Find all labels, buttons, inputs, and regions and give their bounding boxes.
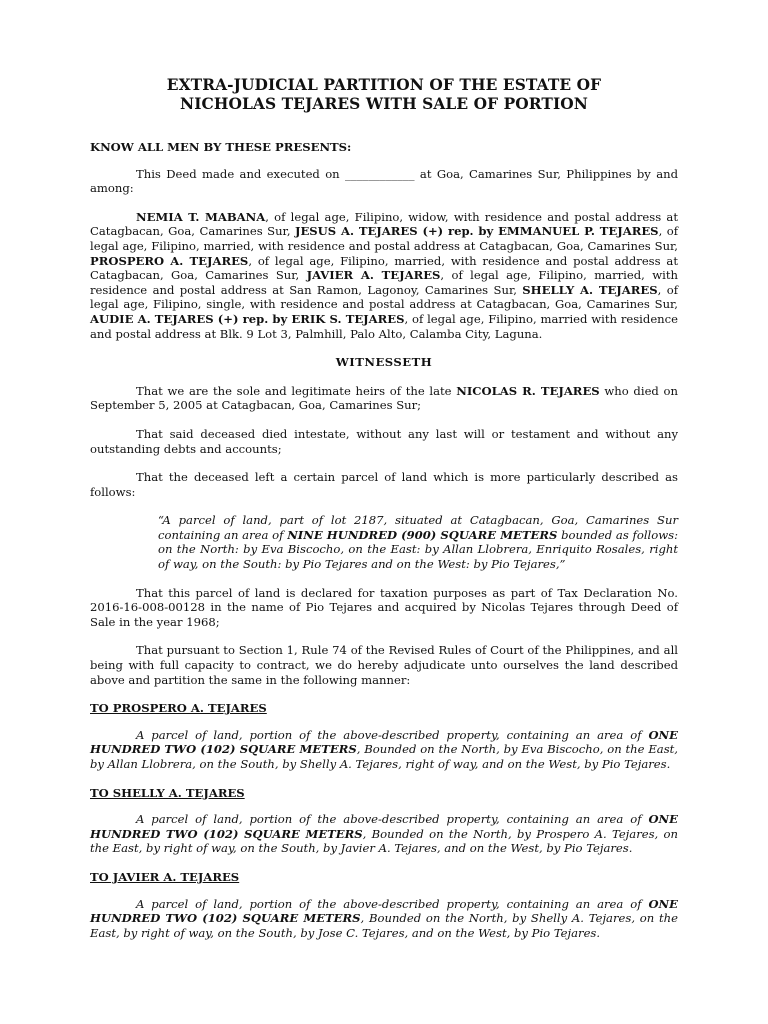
section-text-before: A parcel of land, portion of the above-described property, containing an area of bbox=[136, 812, 649, 827]
section-description-shelly bbox=[90, 812, 678, 856]
section-text-before: A parcel of land, portion of the above-described property, containing an area of bbox=[136, 727, 649, 742]
section-heading-prospero: TO PROSPERO A. TEJARES bbox=[90, 701, 267, 716]
party-text-4: , of legal age, Filipino, married, with residence and postal address at San Ramon, Lagonoy, Camarines Sur, bbox=[90, 268, 678, 297]
deed-date-blank: ____________ bbox=[345, 166, 415, 181]
party-name-6: AUDIE A. TEJARES (+) rep. by ERIK S. TEJARES bbox=[90, 311, 405, 326]
party-text-3: , of legal age, Filipino, married, with residence and postal address at Catagbacan, Goa, Camarines Sur, bbox=[90, 253, 678, 283]
section-text-after: , Bounded on the North, by Prospero A. Tejares, on the East, by right of way, on the South, by Javier A. Tejares, and on the West, by Pio Tejares. bbox=[90, 826, 678, 856]
parcel-description-quote bbox=[158, 513, 678, 571]
party-text-5: , of legal age, Filipino, single, with residence and postal address at Catagbacan, Goa, Camarines Sur, bbox=[90, 282, 678, 312]
party-name-1: NEMIA T. MABANA bbox=[136, 209, 266, 224]
party-name-2: JESUS A. TEJARES (+) rep. by EMMANUEL P. TEJARES bbox=[294, 224, 659, 239]
know-all-men-heading: KNOW ALL MEN BY THESE PRESENTS: bbox=[90, 140, 352, 154]
party-text-6: , of legal age, Filipino, married with residence and postal address at Blk. 9 Lot 3, Palmhill, Palo Alto, Calamba City, Laguna. bbox=[90, 311, 678, 341]
section-area: ONE HUNDRED TWO (102) SQUARE METERS bbox=[90, 812, 678, 841]
intestate-paragraph: That said deceased died intestate, without any last will or testament and without any outstanding debts and accounts; bbox=[90, 426, 678, 456]
section-heading-shelly: TO SHELLY A. TEJARES bbox=[90, 785, 245, 800]
quote-text-before: “A parcel of land, part of lot 2187, situated at Catagbacan, Goa, Camarines Sur containing an area of bbox=[158, 513, 678, 542]
deed-paragraph bbox=[90, 167, 678, 196]
party-text-1: , of legal age, Filipino, widow, with residence and postal address at Catagbacan, Goa, Camarines Sur, bbox=[90, 209, 678, 239]
quote-text-after: bounded as follows: on the North: by Eva Biscocho, on the East: by Allan Llobrera, Enriquito Rosales, right of way, on the South: by Pio Tejares and on the West: by Pio Tejares,” bbox=[158, 527, 678, 572]
quote-area: NINE HUNDRED (900) SQUARE METERS bbox=[287, 527, 558, 542]
deed-text-after: at Goa, Camarines Sur, Philippines by and among: bbox=[90, 166, 678, 196]
section-description-javier bbox=[90, 897, 678, 941]
witnesseth-heading: WITNESSETH bbox=[335, 355, 433, 370]
section-area: ONE HUNDRED TWO (102) SQUARE METERS bbox=[90, 896, 678, 926]
parties-paragraph bbox=[90, 210, 678, 341]
section-heading-javier: TO JAVIER A. TEJARES bbox=[90, 869, 240, 884]
deed-text-before: This Deed made and executed on bbox=[136, 166, 345, 181]
title-line-2: NICHOLAS TEJARES WITH SALE OF PORTION bbox=[180, 95, 588, 113]
heirs-paragraph bbox=[90, 384, 678, 413]
party-text-2: , of legal age, Filipino, married, with residence and postal address at Catagbacan, Goa, Camarines Sur, bbox=[90, 224, 678, 253]
title-line-1: EXTRA-JUDICIAL PARTITION OF THE ESTATE OF bbox=[166, 76, 602, 94]
section-area: ONE HUNDRED TWO (102) SQUARE METERS bbox=[90, 727, 678, 757]
section-text-before: A parcel of land, portion of the above-described property, containing an area of bbox=[136, 896, 649, 911]
tax-declaration-paragraph: That this parcel of land is declared for taxation purposes as part of Tax Declaration No. 2016-16-008-00128 in the name of Pio Tejares and acquired by Nicolas Tejares through Deed of Sale in the year 1968; bbox=[90, 585, 678, 629]
section-text-after: , Bounded on the North, by Shelly A. Tejares, on the East, by right of way, on the South, by Jose C. Tejares, and on the West, by Pio Tejares. bbox=[90, 911, 678, 940]
document-title bbox=[90, 76, 678, 114]
heirs-text-after: who died on September 5, 2005 at Catagbacan, Goa, Camarines Sur; bbox=[90, 383, 678, 413]
parcel-intro-paragraph: That the deceased left a certain parcel of land which is more particularly described as follows: bbox=[90, 470, 678, 499]
heirs-text-before: That we are the sole and legitimate heirs of the late bbox=[136, 383, 457, 398]
party-name-3: PROSPERO A. TEJARES bbox=[90, 253, 249, 268]
pursuant-paragraph: That pursuant to Section 1, Rule 74 of the Revised Rules of Court of the Philippines, and all being with full capacity to contract, we do hereby adjudicate unto ourselves the land described above and partition the same in the following manner: bbox=[90, 643, 678, 687]
party-name-5: SHELLY A. TEJARES bbox=[522, 282, 658, 297]
party-name-4: JAVIER A. TEJARES bbox=[306, 268, 441, 283]
deceased-name: NICOLAS R. TEJARES bbox=[456, 383, 600, 398]
section-description-prospero bbox=[90, 728, 678, 772]
section-text-after: , Bounded on the North, by Eva Biscocho, on the East, by Allan Llobrera, on the South, by Shelly A. Tejares, right of way, and on the West, by Pio Tejares. bbox=[90, 742, 678, 771]
